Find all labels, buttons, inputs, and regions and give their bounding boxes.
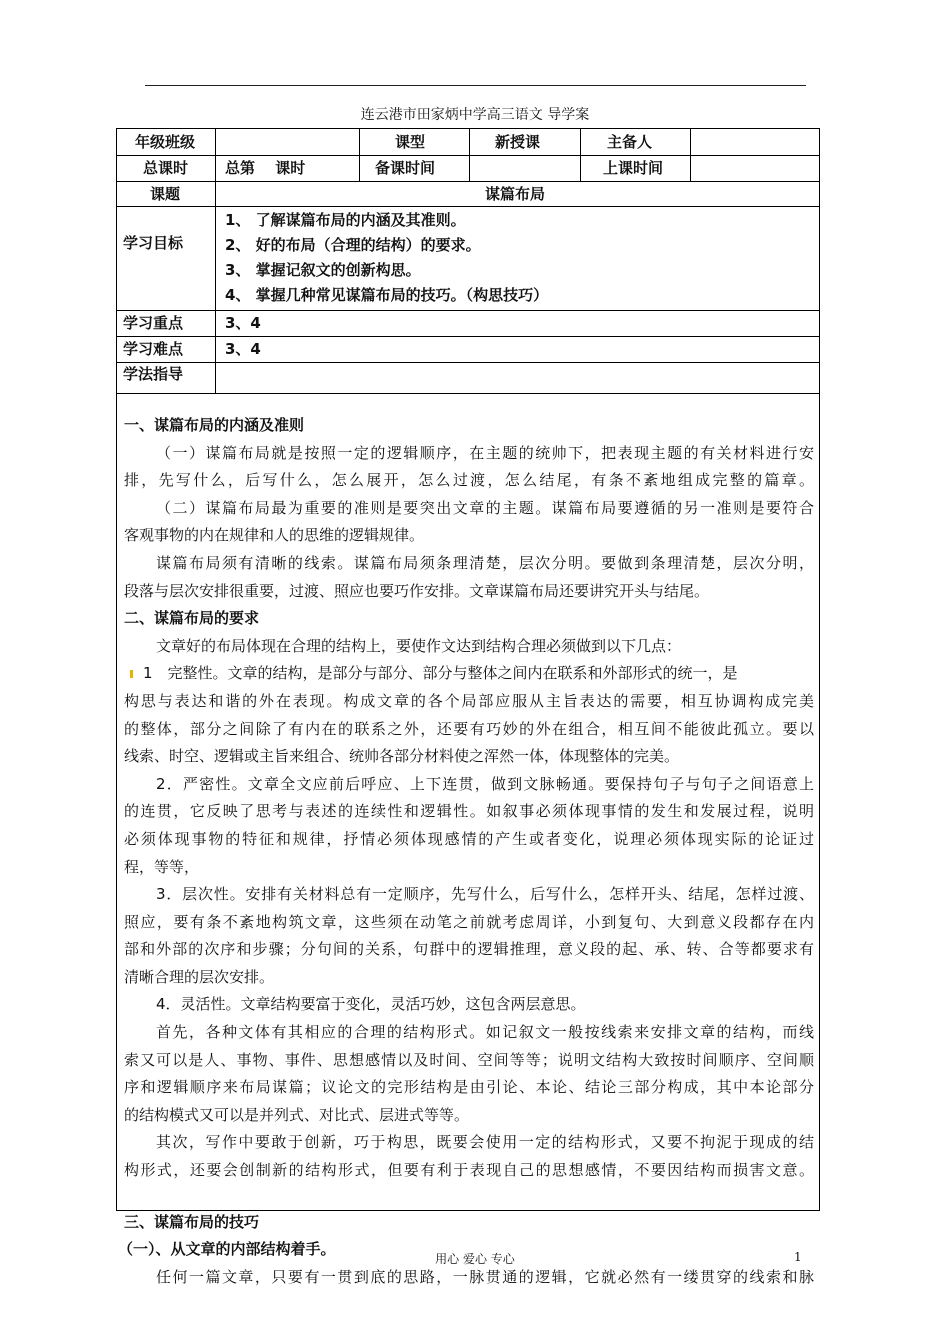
topic-label: 课题 xyxy=(150,185,181,203)
goals-label: 学习目标 xyxy=(123,234,184,252)
edit-marker-icon xyxy=(130,670,133,678)
paragraph-line: 文章好的布局体现在合理的结构上，要使作文达到结构合理必须做到以下几点： xyxy=(156,636,682,655)
paragraph-line: 清晰合理的层次安排。 xyxy=(124,967,275,986)
paragraph-line: 的整体，部分之间除了有内在的联系之外，还要有巧妙的外在组合，相互间不能彼此孤立。要以 xyxy=(124,719,814,738)
grade-class-label: 年级班级 xyxy=(135,133,196,151)
total-hours-label: 总课时 xyxy=(143,159,189,177)
footer-slogan: 用心 爱心 专心 xyxy=(435,1252,515,1266)
paragraph-line: 照应，要有条不紊地构筑文章，这些须在动笔之前就考虑周详，小到复句、大到意义段都存在内 xyxy=(124,912,814,931)
paragraph-line: 4．灵活性。文章结构要富于变化，灵活巧妙，这包含两层意思。 xyxy=(156,995,586,1014)
section-3-title: 三、谋篇布局的技巧 xyxy=(124,1212,260,1231)
method-label: 学法指导 xyxy=(123,365,184,383)
paragraph-line: 段落与层次安排很重要，过渡、照应也要巧作安排。文章谋篇布局还要讲究开头与结尾。 xyxy=(124,581,710,600)
paragraph-line: （一）谋篇布局就是按照一定的逻辑顺序，在主题的统帅下，把表现主题的有关材料进行安 xyxy=(156,443,814,462)
paragraph-text: 1 完整性。文章的结构，是部分与部分、部分与整体之间内在联系和外部形式的统一，是 xyxy=(143,664,738,683)
paragraph-line: 2．严密性。文章全文应前后呼应、上下连贯，做到文脉畅通。要保持句子与句子之间语意上 xyxy=(156,774,814,793)
paragraph-line: 3．层次性。安排有关材料总有一定顺序，先写什么，后写什么，怎样开头、结尾，怎样过渡、 xyxy=(156,885,814,904)
total-hours-value: 总第 课时 xyxy=(225,159,306,177)
paragraph-line: 程，等等， xyxy=(124,857,200,876)
lesson-type-value: 新授课 xyxy=(495,133,541,151)
paragraph-line: 首先，各种文体有其相应的合理的结构形式。如记叙文一般按线索来安排文章的结构，而线 xyxy=(156,1023,814,1042)
paragraph-line: 线索、时空、逻辑或主旨来组合、统帅各部分材料使之浑然一体，体现整体的完美。 xyxy=(124,747,680,766)
difficulty-value: 3、4 xyxy=(225,340,261,358)
paragraph-line: 任何一篇文章，只要有一贯到底的思路，一脉贯通的逻辑，它就必然有一缕贯穿的线索和脉 xyxy=(156,1267,814,1286)
goal-item-4: 4、 掌握几种常见谋篇布局的技巧。（构思技巧） xyxy=(225,286,549,304)
paragraph-line xyxy=(124,660,814,688)
section-2-title: 二、谋篇布局的要求 xyxy=(124,609,260,628)
paragraph-line: 索又可以是人、事物、事件、思想感情以及时间、空间等等；说明文结构大致按时间顺序、空间顺 xyxy=(124,1050,814,1069)
paragraph-line: 必须体现事物的特征和规律，抒情必须体现感情的产生或者变化，说理必须体现实际的论证过 xyxy=(124,829,814,848)
goal-item-1: 1、 了解谋篇布局的内涵及其准则。 xyxy=(225,211,466,229)
paragraph-line: 的结构模式又可以是并列式、对比式、层进式等等。 xyxy=(124,1105,470,1124)
topic-value: 谋篇布局 xyxy=(485,185,546,203)
goal-item-3: 3、 掌握记叙文的创新构思。 xyxy=(225,261,421,279)
paragraph-line: 序和逻辑顺序来布局谋篇；议论文的完形结构是由引论、本论、结论三部分构成，其中本论部分 xyxy=(124,1078,814,1097)
page-number: 1 xyxy=(794,1250,802,1264)
class-time-label: 上课时间 xyxy=(603,159,664,177)
paragraph-line: 构思与表达和谐的外在表现。构成文章的各个局部应服从主旨表达的需要，相互协调构成完美 xyxy=(124,691,814,710)
preparer-label: 主备人 xyxy=(607,133,653,151)
paragraph-line: 部和外部的次序和步骤；分句间的关系，句群中的逻辑推理，意义段的起、承、转、合等都要求有 xyxy=(124,940,814,959)
paragraph-line: 排，先写什么，后写什么，怎么展开，怎么过渡，怎么结尾，有条不紊地组成完整的篇章。 xyxy=(124,471,814,490)
prep-time-label: 备课时间 xyxy=(375,159,436,177)
paragraph-line: 的连贯，它反映了思考与表述的连续性和逻辑性。如叙事必须体现事情的发生和发展过程，说明 xyxy=(124,802,814,821)
header-rule xyxy=(145,85,806,86)
section-1-title: 一、谋篇布局的内涵及准则 xyxy=(124,416,305,434)
lesson-body xyxy=(118,412,814,1291)
paragraph-line: （二）谋篇布局最为重要的准则是要突出文章的主题。谋篇布局要遵循的另一准则是要符合 xyxy=(156,498,814,517)
paragraph-line: 构形式，还要会创制新的结构形式，但要有利于表现自己的思想感情，不要因结构而损害文意。 xyxy=(124,1161,814,1180)
paragraph-line: 客观事物的内在规律和人的思维的逻辑规律。 xyxy=(124,526,425,545)
paragraph-line: 其次，写作中要敢于创新，巧于构思，既要会使用一定的结构形式，又要不拘泥于现成的结 xyxy=(156,1133,814,1152)
difficulty-label: 学习难点 xyxy=(123,340,184,358)
document-title: 连云港市田家炳中学高三语文 导学案 xyxy=(360,107,590,123)
lesson-type-label: 课型 xyxy=(395,133,426,151)
focus-value: 3、4 xyxy=(225,314,261,332)
paragraph-line: 谋篇布局须有清晰的线索。谋篇布局须条理清楚，层次分明。要做到条理清楚，层次分明， xyxy=(156,553,814,572)
section-3-subtitle: （一）、从文章的内部结构着手。 xyxy=(118,1240,336,1259)
goal-item-2: 2、 好的布局（合理的结构）的要求。 xyxy=(225,236,481,254)
focus-label: 学习重点 xyxy=(123,314,184,332)
